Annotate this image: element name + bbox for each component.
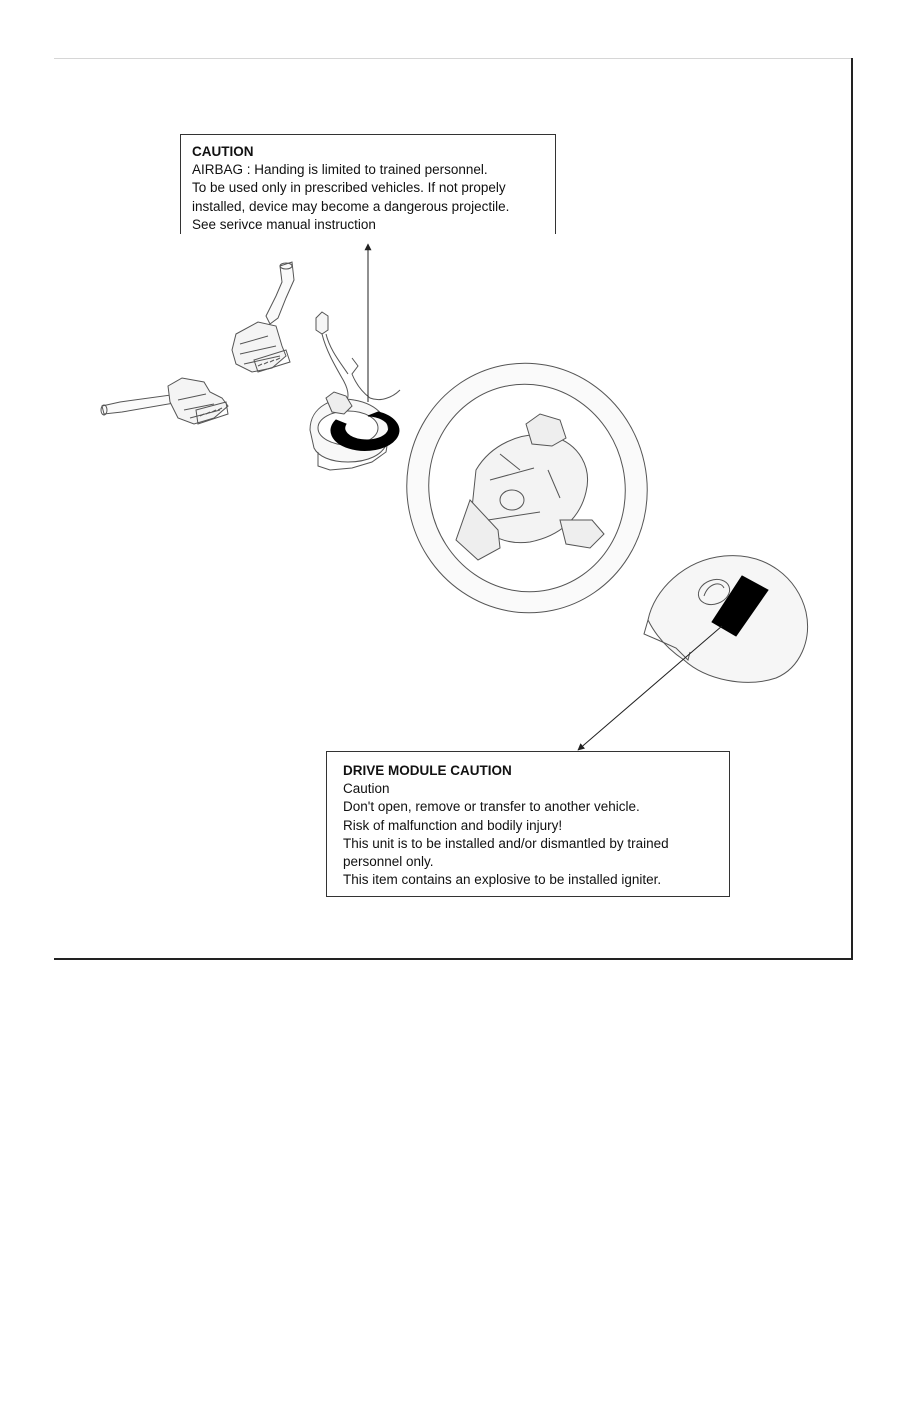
caution-label-box (180, 134, 556, 234)
caution-line-3: installed, device may become a dangerous projectile. (192, 198, 510, 214)
drive-module-title: DRIVE MODULE CAUTION (343, 763, 512, 778)
caution-line-1: AIRBAG : Handing is limited to trained personnel. (192, 162, 488, 177)
caution-line-4: See serivce manual instruction (192, 216, 376, 232)
steering-wheel (384, 341, 671, 635)
caution-line-2: To be used only in prescribed vehicles. If not propely (192, 180, 506, 196)
drive-module-leader-arrow (578, 626, 722, 750)
driver-airbag-module (644, 556, 808, 683)
left-multifunction-switch (101, 378, 228, 424)
drive-module-caution-box (326, 751, 730, 897)
drive-module-line-2: Don't open, remove or transfer to another vehicle. (343, 799, 640, 815)
clock-spring (310, 312, 400, 470)
drive-module-line-4: This unit is to be installed and/or dismantled by trained personnel only. (343, 835, 669, 870)
right-multifunction-switch (232, 262, 294, 372)
drive-module-line-1: Caution (343, 781, 390, 796)
drive-module-line-3: Risk of malfunction and bodily injury! (343, 817, 563, 833)
caution-title: CAUTION (192, 144, 254, 159)
drive-module-line-5: This item contains an explosive to be installed igniter. (343, 872, 662, 888)
